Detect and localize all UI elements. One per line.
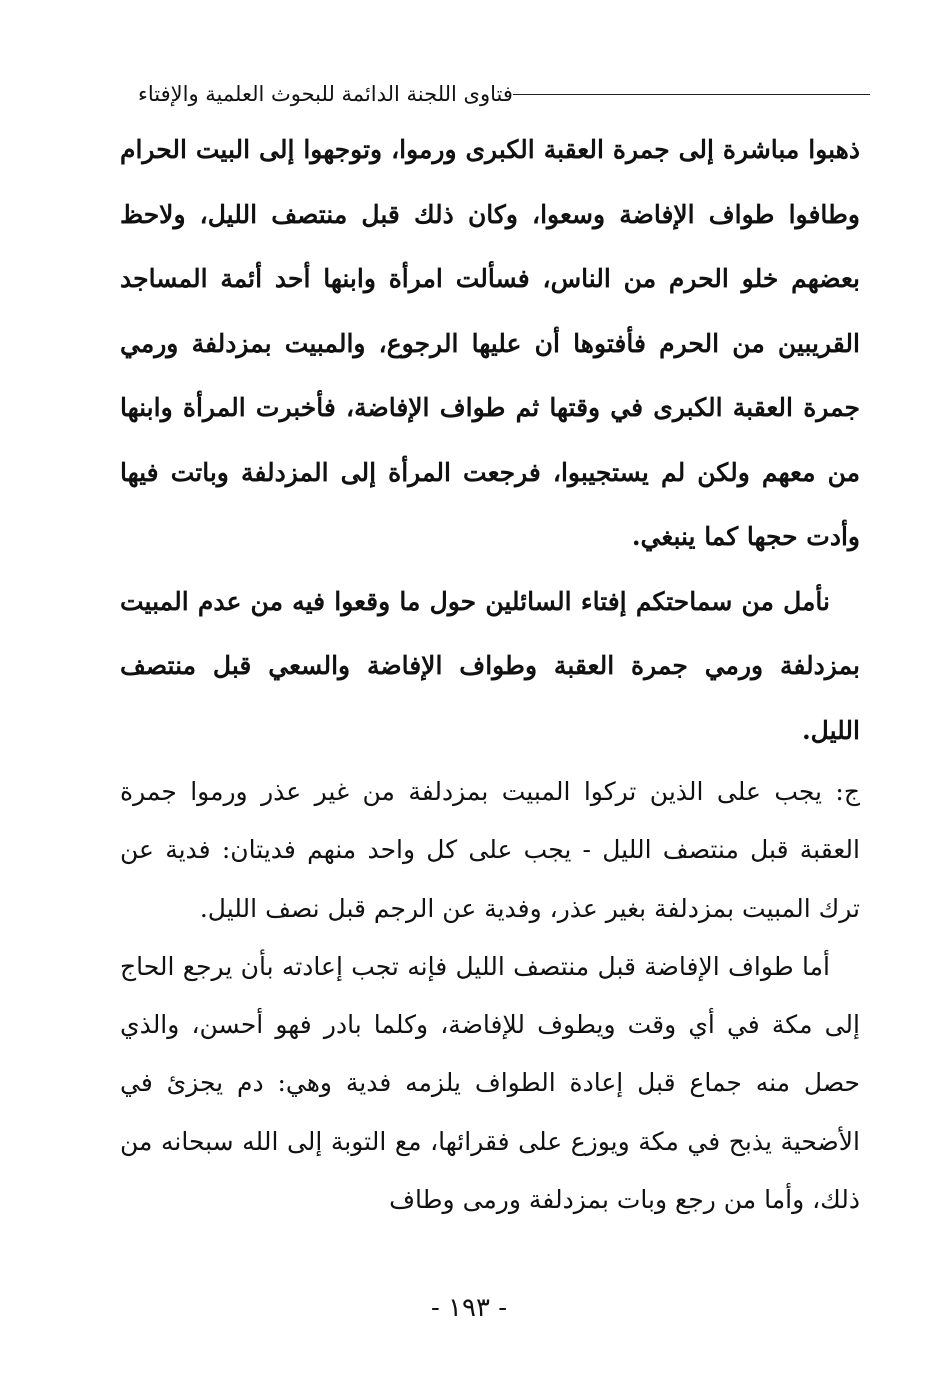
- header-rule: [513, 94, 870, 95]
- header-title: فتاوى اللجنة الدائمة للبحوث العلمية والإفتاء: [138, 82, 513, 106]
- question-paragraph-1: ذهبوا مباشرة إلى جمرة العقبة الكبرى ورموا، وتوجهوا إلى البيت الحرام وطافوا طواف الإفاضة وسعوا، وكان ذلك قبل منتصف الليل، ولاحظ بعضهم خلو الحرم من الناس، فسألت امرأة وابنها أحد أئمة المساجد القريبين من الحرم فأفتوها أن عليها الرجوع، والمبيت بمزدلفة ورمي جمرة العقبة الكبرى في وقتها ثم طواف الإفاضة، فأخبرت المرأة وابنها من معهم ولكن لم يستجيبوا، فرجعت المرأة إلى المزدلفة وباتت فيها وأدت حجها كما ينبغي.: [120, 135, 860, 551]
- question-paragraph-2: نأمل من سماحتكم إفتاء السائلين حول ما وقعوا فيه من عدم المبيت بمزدلفة ورمي جمرة العقبة وطواف الإفاضة والسعي قبل منتصف الليل.: [120, 586, 860, 745]
- page-number: - ١٩٣ -: [430, 1293, 508, 1323]
- body-text: [120, 118, 860, 1229]
- answer-paragraph-2: أما طواف الإفاضة قبل منتصف الليل فإنه تجب إعادته بأن يرجع الحاج إلى مكة في أي وقت ويطوف للإفاضة، وكلما بادر فهو أحسن، والذي حصل منه جماع قبل إعادة الطواف يلزمه فدية وهي: دم يجزئ في الأضحية يذبح في مكة ويوزع على فقرائها، مع التوبة إلى الله سبحانه من ذلك، وأما من رجع وبات بمزدلفة ورمى وطاف: [120, 951, 860, 1215]
- answer-paragraph-1: ج: يجب على الذين تركوا المبيت بمزدلفة من غير عذر ورموا جمرة العقبة قبل منتصف الليل - يجب على كل واحد منهم فديتان: فدية عن ترك المبيت بمزدلفة بغير عذر، وفدية عن الرجم قبل نصف الليل.: [120, 777, 860, 923]
- running-header: [128, 74, 870, 114]
